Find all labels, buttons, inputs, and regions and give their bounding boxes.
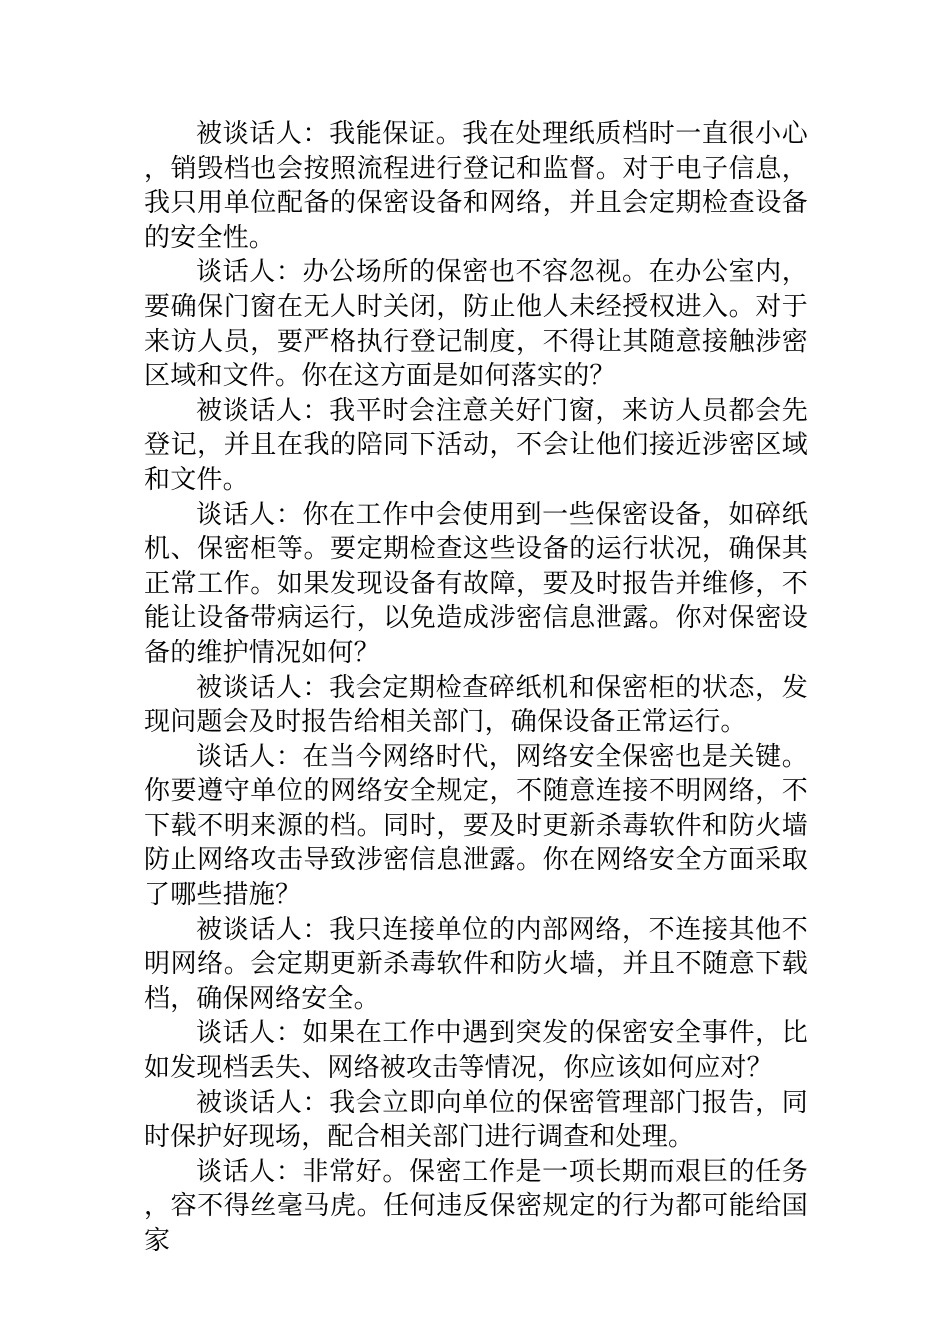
paragraph-9: 被谈话人：我会立即向单位的保密管理部门报告，同时保护好现场，配合相关部门进行调查和处理。 xyxy=(144,1087,808,1153)
document-body xyxy=(144,117,808,1259)
paragraph-7: 被谈话人：我只连接单位的内部网络，不连接其他不明网络。会定期更新杀毒软件和防火墙，并且不随意下载档，确保网络安全。 xyxy=(144,914,808,1014)
paragraph-10: 谈话人：非常好。保密工作是一项长期而艰巨的任务，容不得丝毫马虎。任何违反保密规定的行为都可能给国家 xyxy=(144,1156,808,1256)
paragraph-1: 被谈话人：我能保证。我在处理纸质档时一直很小心，销毁档也会按照流程进行登记和监督。对于电子信息，我只用单位配备的保密设备和网络，并且会定期检查设备的安全性。 xyxy=(144,119,808,253)
paragraph-4: 谈话人：你在工作中会使用到一些保密设备，如碎纸机、保密柜等。要定期检查这些设备的运行状况，确保其正常工作。如果发现设备有故障，要及时报告并维修，不能让设备带病运行，以免造成涉密信息泄露。你对保密设备的维护情况如何？ xyxy=(144,499,808,668)
paragraph-6: 谈话人：在当今网络时代，网络安全保密也是关键。你要遵守单位的网络安全规定，不随意连接不明网络，不下载不明来源的档。同时，要及时更新杀毒软件和防火墙防止网络攻击导致涉密信息泄露。你在网络安全方面采取了哪些措施？ xyxy=(144,741,808,911)
paragraph-2: 谈话人：办公场所的保密也不容忽视。在办公室内，要确保门窗在无人时关闭，防止他人未经授权进入。对于来访人员，要严格执行登记制度，不得让其随意接触涉密区域和文件。你在这方面是如何落实的？ xyxy=(144,257,808,392)
paragraph-3: 被谈话人：我平时会注意关好门窗，来访人员都会先登记，并且在我的陪同下活动，不会让他们接近涉密区域和文件。 xyxy=(144,395,808,495)
paragraph-8: 谈话人：如果在工作中遇到突发的保密安全事件，比如发现档丢失、网络被攻击等情况，你应该如何应对？ xyxy=(144,1018,808,1084)
paragraph-5: 被谈话人：我会定期检查碎纸机和保密柜的状态，发现问题会及时报告给相关部门，确保设备正常运行。 xyxy=(144,672,808,738)
